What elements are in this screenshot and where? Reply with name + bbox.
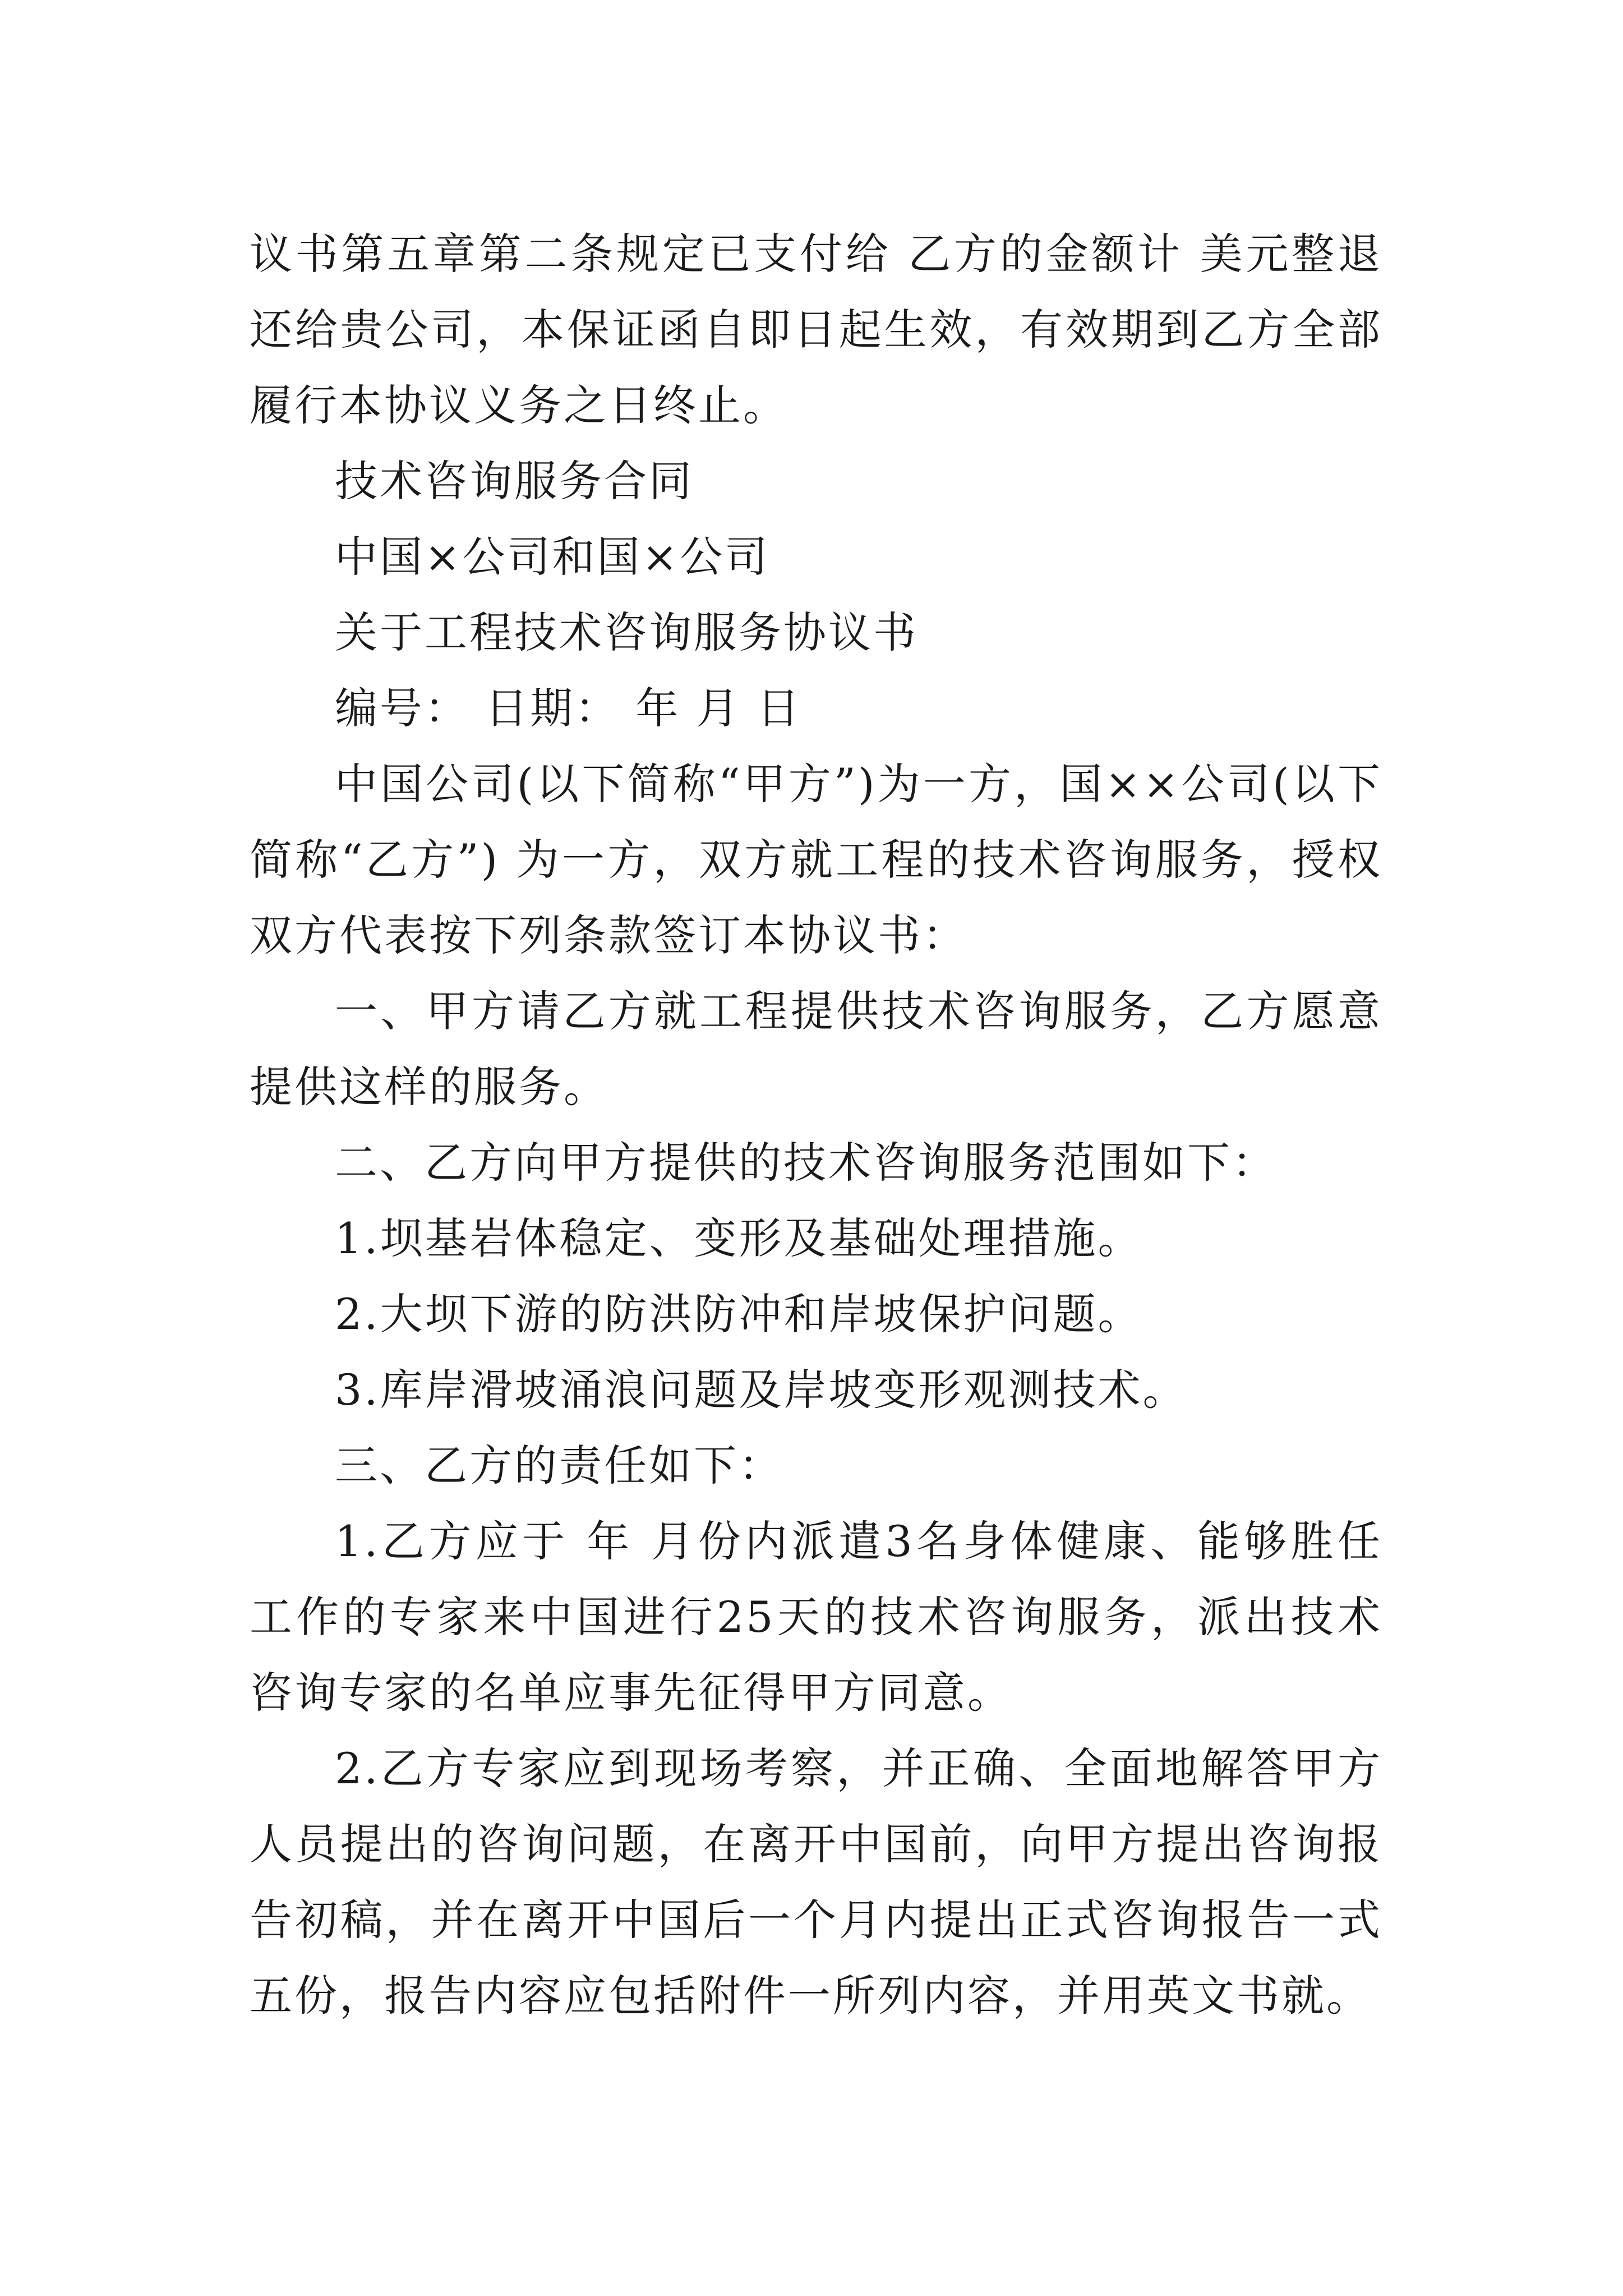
clause-3-heading: 三、乙方的责任如下： — [335, 1441, 783, 1490]
clause-2-item-3: 3.库岸滑坡涌浪问题及岸坡变形观测技术。 — [335, 1365, 1188, 1415]
document-body — [250, 216, 1382, 2033]
clause-2-heading: 二、乙方向甲方提供的技术咨询服务范围如下： — [335, 1138, 1277, 1188]
clause-3-item-2: 2.乙方专家应到现场考察，并正确、全面地解答甲方人员提出的咨询问题，在离开中国前，向甲方提出咨询报告初稿，并在离开中国后一个月内提出正式咨询报告一式五份，报告内容应包括附件一所列内容，并用英文书就。 — [250, 1743, 1382, 2021]
agreement-title: 关于工程技术咨询服务协议书 — [335, 608, 918, 657]
paragraph-preamble: 中国公司(以下简称“甲方”)为一方，国××公司(以下简称“乙方”) 为一方，双方就工程的技术咨询服务，授权双方代表按下列条款签订本协议书： — [250, 759, 1382, 960]
number-date-line: 编号： 日期： 年 月 日 — [335, 683, 802, 733]
clause-2-item-1: 1.坝基岩体稳定、变形及基础处理措施。 — [335, 1213, 1143, 1263]
clause-3-item-1: 1.乙方应于 年 月份内派遣3名身体健康、能够胜任工作的专家来中国进行25天的技术咨询服务，派出技术咨询专家的名单应事先征得甲方同意。 — [250, 1516, 1382, 1718]
clause-2-item-2: 2.大坝下游的防洪防冲和岸坡保护问题。 — [335, 1289, 1143, 1339]
contract-title: 技术咨询服务合同 — [335, 456, 694, 506]
clause-1: 一、甲方请乙方就工程提供技术咨询服务，乙方愿意提供这样的服务。 — [250, 986, 1382, 1112]
paragraph-continuation: 议书第五章第二条规定已支付给 乙方的金额计 美元整退还给贵公司，本保证函自即日起生效，有效期到乙方全部履行本协议义务之日终止。 — [250, 229, 1382, 430]
parties-heading: 中国×公司和国×公司 — [335, 532, 770, 582]
